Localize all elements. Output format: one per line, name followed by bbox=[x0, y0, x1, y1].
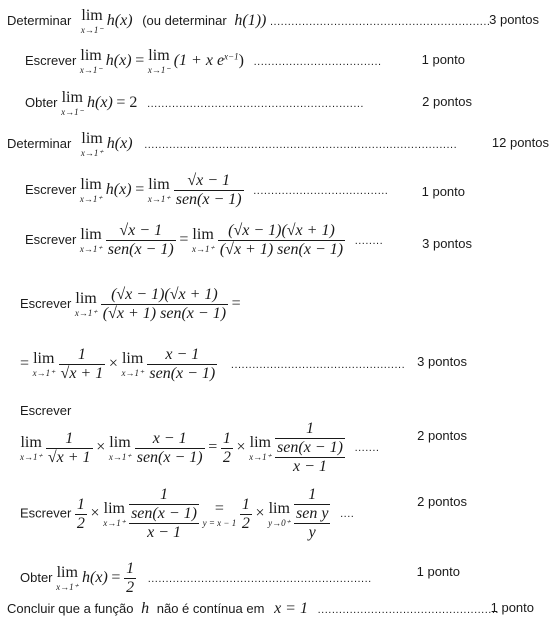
math-h1: h(1)) bbox=[234, 11, 267, 29]
line-label: Determinar bbox=[7, 135, 72, 151]
math-h: h bbox=[141, 600, 150, 617]
limit-operator: lim x→1⁻ bbox=[147, 47, 171, 75]
math-hx: h(x) bbox=[106, 134, 133, 152]
math-hx: h(x) bbox=[105, 51, 132, 69]
limit-operator: lim x→1⁺ bbox=[20, 433, 43, 462]
line-label: Escrever bbox=[25, 231, 77, 247]
limit-operator: lim x→1⁺ bbox=[103, 499, 126, 528]
leader-dots: ........ bbox=[354, 234, 384, 247]
points: 2 pontos bbox=[422, 94, 472, 109]
leader-dots: ........................................................................................ bbox=[144, 138, 458, 151]
math-times: × bbox=[96, 438, 106, 456]
line-obter-half bbox=[20, 560, 549, 597]
line-escrever-product bbox=[20, 286, 549, 323]
math-eq: = bbox=[111, 568, 121, 586]
limit-operator: lim x→1⁺ bbox=[79, 176, 103, 204]
fraction: $\frac{(√x - 1)(√x + 1)}{\text{(√x + 1) sen(x − 1)}}$ bbox=[102, 286, 227, 322]
fraction: $\frac{1}{√x + 1}$ bbox=[47, 429, 91, 466]
line-escrever-substitution bbox=[20, 486, 549, 542]
limit-operator: lim x→1⁻ bbox=[61, 89, 84, 117]
line-concluir bbox=[7, 600, 549, 618]
math-times: × bbox=[236, 438, 246, 456]
limit-operator: lim x→1⁺ bbox=[191, 226, 215, 254]
line-escrever-exp bbox=[25, 48, 549, 75]
limit-operator: lim y→0⁺ bbox=[268, 499, 291, 528]
math-hx: h(x) bbox=[106, 11, 133, 29]
limit-operator: lim x→1⁺ bbox=[79, 226, 103, 254]
limit-operator: lim x→1⁻ bbox=[79, 47, 103, 75]
fraction: $\frac{x - 1}{\text{sen(x − 1)}}$ bbox=[136, 429, 203, 466]
limit-operator: lim x→1⁺ bbox=[147, 176, 171, 204]
limit-operator: lim x→1⁻ bbox=[80, 7, 104, 35]
math-hx: h(x) bbox=[87, 93, 113, 111]
limit-operator: lim x→1⁺ bbox=[56, 564, 79, 592]
leader-dots: .... bbox=[340, 508, 355, 521]
points: 3 pontos bbox=[489, 12, 539, 27]
limit-operator: lim x→1⁺ bbox=[74, 290, 98, 318]
line-escrever-multiply-conjugate bbox=[25, 222, 549, 259]
substitution-equals: = y = x − 1 bbox=[202, 499, 237, 528]
limit-operator: lim x→1⁺ bbox=[80, 130, 104, 158]
line-label: Obter bbox=[25, 94, 58, 110]
line-label: Determinar bbox=[7, 12, 72, 28]
leader-dots: .................................... bbox=[253, 55, 382, 68]
leader-dots: ............................................................. bbox=[147, 97, 364, 110]
points: 1 ponto bbox=[490, 600, 534, 615]
points: 3 pontos bbox=[417, 354, 467, 369]
math-hx: h(x) bbox=[82, 568, 108, 586]
limit-operator: lim x→1⁺ bbox=[121, 350, 144, 378]
math-eq: = bbox=[179, 230, 189, 248]
line-label: Escrever bbox=[25, 181, 77, 197]
math-x-eq-1: x = 1 bbox=[274, 600, 308, 617]
points: 1 ponto bbox=[421, 184, 465, 199]
line-mid: não é contínua em bbox=[156, 601, 265, 616]
line-obter-2 bbox=[25, 90, 549, 117]
math-exp-expr: (1 + x e bbox=[173, 51, 225, 69]
fraction: $\frac{1}{√x + 1}$ bbox=[60, 346, 104, 382]
line-label: Escrever bbox=[25, 52, 77, 68]
math-exp-sup: x−1 bbox=[224, 51, 239, 62]
line-determinar-left-limit bbox=[7, 8, 549, 35]
math-eq: = bbox=[231, 294, 241, 312]
fraction: $\frac{1}{\frac{\text{sen(x − 1)}}{x - 1}}$ bbox=[277, 420, 343, 475]
math-eq2: = 2 bbox=[116, 93, 138, 111]
line-compute-expression bbox=[20, 420, 549, 476]
line-label: Escrever bbox=[20, 403, 72, 418]
leader-dots: .............................................................. bbox=[269, 15, 491, 28]
points: 1 ponto bbox=[416, 564, 460, 579]
math-hx: h(x) bbox=[105, 180, 132, 198]
line-escrever-compute bbox=[20, 403, 549, 418]
line-escrever-sqrt-frac bbox=[25, 172, 549, 209]
line-label: Escrever bbox=[20, 295, 72, 311]
fraction: $\frac{1}{\frac{\text{sen(x − 1)}}{x - 1}}$ bbox=[131, 486, 197, 541]
math-eq: = bbox=[208, 438, 218, 456]
fraction: $\frac{√x - 1}{\text{sen(x − 1)}}$ bbox=[175, 172, 242, 208]
fraction: $\frac{√x - 1}{\text{sen(x − 1)}}$ bbox=[107, 222, 174, 258]
fraction: $\frac{1}{2}$ bbox=[222, 429, 231, 466]
math-times: × bbox=[90, 504, 100, 522]
fraction: $\frac{(√x - 1)(√x + 1)}{\text{(√x + 1) sen(x − 1)}}$ bbox=[219, 222, 344, 258]
line-label: Obter bbox=[20, 569, 53, 585]
math-eq: = bbox=[135, 51, 145, 69]
limit-operator: lim x→1⁺ bbox=[32, 350, 55, 378]
leader-dots: ...................................... bbox=[253, 184, 389, 197]
fraction: $\frac{1}{2}$ bbox=[126, 560, 135, 596]
fraction: $\frac{1}{2}$ bbox=[241, 495, 250, 532]
line-label: Concluir que a função bbox=[7, 601, 134, 616]
line-split-limits bbox=[20, 346, 549, 383]
math-times: × bbox=[255, 504, 265, 522]
points: 1 ponto bbox=[421, 52, 465, 67]
math-exp-close: ) bbox=[238, 51, 244, 69]
leader-dots: ....... bbox=[354, 442, 380, 455]
line-extra: (ou determinar bbox=[142, 12, 227, 28]
fraction: $\frac{x - 1}{\text{sen(x − 1)}}$ bbox=[149, 346, 216, 382]
math-eq: = bbox=[135, 180, 145, 198]
limit-operator: lim x→1⁺ bbox=[249, 433, 272, 462]
leader-dots: ............................................................... bbox=[147, 572, 372, 585]
line-determinar-right-limit bbox=[7, 131, 549, 158]
fraction: $\frac{1}{\frac{\text{sen y}}{y}}$ bbox=[296, 486, 329, 541]
limit-operator: lim x→1⁺ bbox=[108, 433, 132, 462]
math-times: × bbox=[108, 354, 118, 372]
math-eq: = bbox=[20, 354, 30, 372]
line-label: Escrever bbox=[20, 505, 72, 521]
points: 2 pontos bbox=[417, 494, 467, 509]
leader-dots: ................................................... bbox=[317, 604, 499, 616]
points: 3 pontos bbox=[422, 236, 472, 251]
leader-dots: ................................................. bbox=[230, 358, 406, 371]
fraction: $\frac{1}{2}$ bbox=[76, 495, 85, 532]
points: 2 pontos bbox=[417, 428, 467, 443]
points: 12 pontos bbox=[491, 135, 549, 150]
